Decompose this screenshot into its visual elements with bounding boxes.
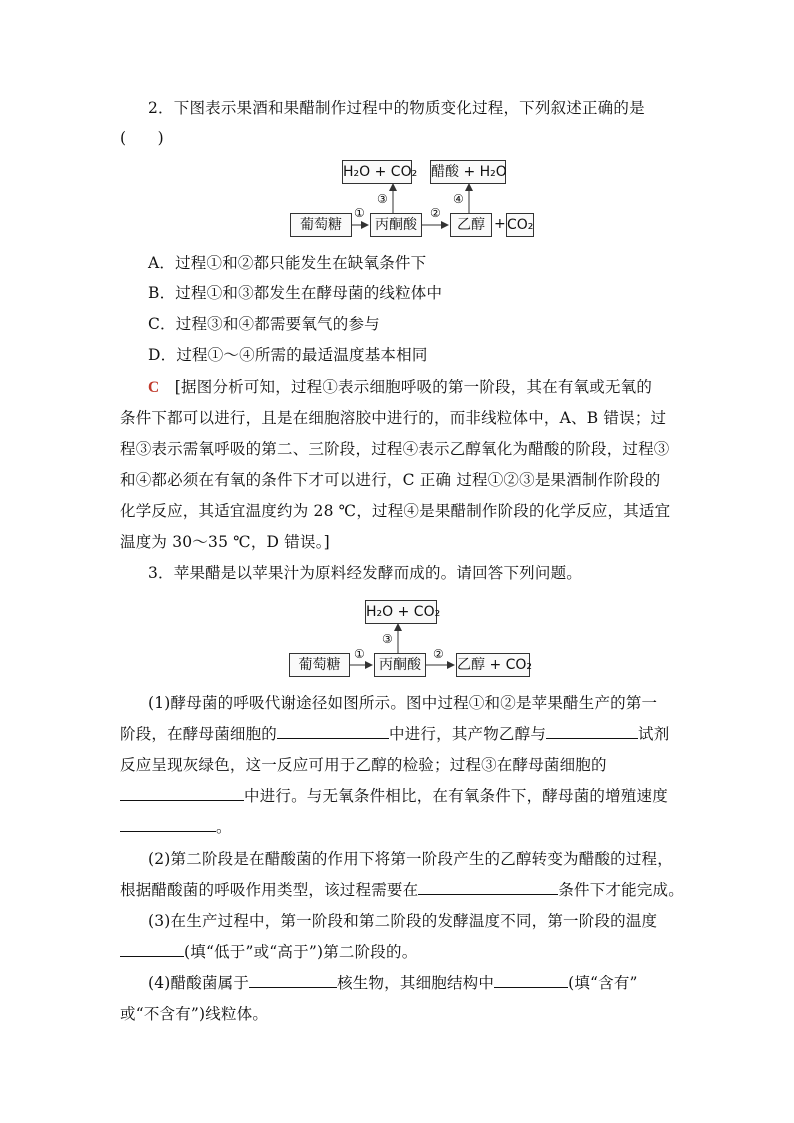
q3-p4-text-a: (4)醋酸菌属于 [148, 974, 250, 992]
analysis-line3: 程③表示需氧呼吸的第二、三阶段，过程④表示乙醇氧化为醋酸的阶段，过程③ [120, 440, 670, 458]
step4-label: ④ [453, 192, 464, 206]
q3-p1-line1: (1)酵母菌的呼吸代谢途径如图所示。图中过程①和②是苹果醋生产的第一 [148, 694, 658, 712]
q3-p4-line1 [148, 973, 708, 993]
q3-p2-text-a: 根据醋酸菌的呼吸作用类型，该过程需要在 [120, 881, 419, 899]
q3-p2-line1: (2)第二阶段是在醋酸菌的作用下将第一阶段产生的乙醇转变为醋酸的过程， [148, 850, 673, 868]
pyruvate-box-2: 丙酮酸 [374, 653, 426, 677]
q3-p1-text-a: 阶段，在酵母菌细胞的 [120, 725, 278, 743]
q3-p4-line2: 或“不含有”)线粒体。 [120, 1005, 269, 1023]
step3-label-2: ③ [382, 632, 393, 646]
h2o-co2-box-2: H₂O + CO₂ [365, 600, 437, 624]
analysis-line4: 和④都必须在有氧的条件下才可以进行，C 正确 过程①②③是果酒制作阶段的 [120, 471, 661, 489]
ethanol-co2-box: 乙醇 + CO₂ [456, 653, 530, 677]
q3-p2-text-b: 条件下才能完成。 [558, 881, 684, 899]
analysis-line5: 化学反应，其适宜温度约为 28 ℃，过程④是果醋制作阶段的化学反应，其适宜 [120, 502, 671, 520]
q3-stem: 3．苹果醋是以苹果汁为原料经发酵而成的。请回答下列问题。 [148, 564, 582, 582]
q3-p3-text: (填“低于”或“高于”)第二阶段的。 [184, 943, 418, 961]
q3-p1-line3: 反应呈现灰绿色，这一反应可用于乙醇的检验；过程③在酵母菌细胞的 [120, 756, 607, 774]
q3-p2-line2 [120, 880, 684, 900]
pyruvate-box: 丙酮酸 [370, 213, 422, 237]
answer-letter: C [148, 379, 160, 396]
q2-stem-line1: 2．下图表示果酒和果醋制作过程中的物质变化过程，下列叙述正确的是 [148, 99, 645, 117]
q3-p4-text-c: (填“含有” [568, 974, 638, 992]
option-b: B．过程①和③都发生在酵母菌的线粒体中 [148, 284, 443, 302]
q3-p1-line2 [120, 724, 680, 744]
blank-7[interactable] [249, 973, 337, 988]
option-d: D．过程①～④所需的最适温度基本相同 [148, 346, 428, 364]
analysis-line2: 条件下都可以进行，且是在细胞溶胶中进行的，而非线粒体中，A、B 错误；过 [120, 409, 667, 427]
blank-2[interactable] [546, 724, 638, 739]
blank-3[interactable] [120, 786, 244, 801]
acetic-h2o-box: 醋酸 + H₂O [430, 160, 506, 184]
blank-8[interactable] [494, 973, 568, 988]
q3-p1-text-d: 中进行。与无氧条件相比，在有氧条件下，酵母菌的增殖速度 [244, 787, 668, 805]
analysis-line6: 温度为 30～35 ℃，D 错误。] [120, 533, 330, 551]
blank-4[interactable] [120, 817, 216, 832]
q3-p4-text-b: 核生物，其细胞结构中 [337, 974, 495, 992]
plus-sign: + [494, 216, 506, 232]
step1-label: ① [354, 206, 365, 220]
blank-1[interactable] [277, 724, 389, 739]
step1-label-2: ① [354, 647, 365, 661]
blank-6[interactable] [120, 942, 184, 957]
q3-p1-text-b: 中进行，其产物乙醇与 [389, 725, 547, 743]
q3-p1-text-e: 。 [216, 818, 232, 836]
q3-p1-line5 [120, 817, 680, 837]
q3-p3-line1: (3)在生产过程中，第一阶段和第二阶段的发酵温度不同，第一阶段的温度 [148, 912, 658, 930]
ethanol-box: 乙醇 [450, 213, 492, 237]
glucose-box-2: 葡萄糖 [289, 653, 350, 677]
glucose-box: 葡萄糖 [290, 213, 352, 237]
option-a: A．过程①和②都只能发生在缺氧条件下 [148, 254, 427, 272]
step2-label: ② [430, 206, 441, 220]
q3-p1-text-c: 试剂 [638, 725, 670, 743]
step2-label-2: ② [433, 647, 444, 661]
analysis-text1: [据图分析可知，过程①表示细胞呼吸的第一阶段，其在有氧或无氧的 [174, 378, 653, 396]
h2o-co2-box: H₂O + CO₂ [342, 160, 412, 184]
step3-label: ③ [377, 192, 388, 206]
option-c: C．过程③和④都需要氧气的参与 [148, 315, 380, 333]
q2-stem-line2: ( ) [120, 129, 164, 147]
q3-p3-line2 [120, 942, 680, 962]
blank-5[interactable] [418, 880, 558, 895]
co2-box: CO₂ [506, 213, 534, 237]
q3-p1-line4 [120, 786, 680, 806]
